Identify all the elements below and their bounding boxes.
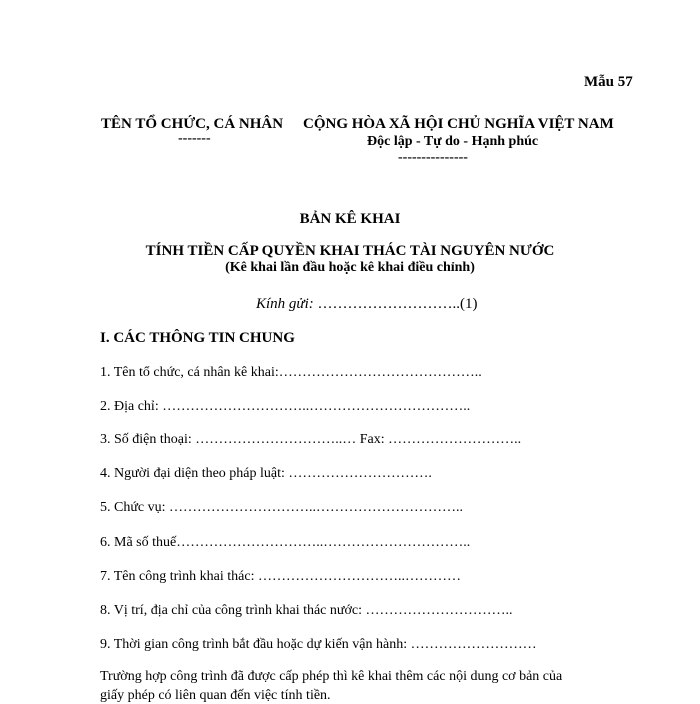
field-line: 7. Tên công trình khai thác: …………………………..………… bbox=[100, 569, 461, 584]
field-line: 2. Địa chỉ: …………………………..…………………………….. bbox=[100, 399, 471, 414]
field-line: 3. Số điện thoại: …………………………..… Fax: ……………………….. bbox=[100, 432, 522, 447]
form-number: Mẫu 57 bbox=[584, 74, 633, 90]
recipient-label: Kính gửi: bbox=[256, 296, 314, 312]
national-title: CỘNG HÒA XÃ HỘI CHỦ NGHĨA VIỆT NAM bbox=[303, 116, 614, 132]
organization-label: TÊN TỔ CHỨC, CÁ NHÂN bbox=[101, 116, 284, 132]
field-line: 6. Mã số thuế…………………………..………………………….. bbox=[100, 535, 471, 550]
field-line: 4. Người đại diện theo pháp luật: …………………………. bbox=[100, 466, 432, 481]
field-line: 8. Vị trí, địa chỉ của công trình khai thác nước: ………………………….. bbox=[100, 603, 513, 618]
national-motto: Độc lập - Tự do - Hạnh phúc bbox=[367, 134, 539, 149]
field-line: 1. Tên tổ chức, cá nhân kê khai:…………………………………….. bbox=[100, 365, 482, 380]
paragraph-line: Trường hợp công trình đã được cấp phép thì kê khai thêm các nội dung cơ bản của bbox=[100, 669, 563, 684]
field-line: 9. Thời gian công trình bắt đầu hoặc dự kiến vận hành: ……………………… bbox=[100, 637, 537, 652]
left-title-underline: ------- bbox=[178, 131, 211, 146]
section-heading: I. CÁC THÔNG TIN CHUNG bbox=[100, 330, 295, 346]
recipient-line bbox=[256, 296, 478, 313]
recipient-blank: ………………………..(1) bbox=[317, 296, 478, 312]
motto-underline: --------------- bbox=[398, 150, 468, 165]
document-subtitle: TÍNH TIỀN CẤP QUYỀN KHAI THÁC TÀI NGUYÊN NƯỚC bbox=[145, 243, 555, 259]
paragraph-line: giấy phép có liên quan đến việc tính tiền. bbox=[100, 688, 331, 703]
field-line: 5. Chức vụ: …………………………..………………………….. bbox=[100, 500, 464, 515]
document-title: BẢN KÊ KHAI bbox=[299, 211, 401, 227]
document-note: (Kê khai lần đầu hoặc kê khai điều chỉnh) bbox=[225, 260, 475, 275]
